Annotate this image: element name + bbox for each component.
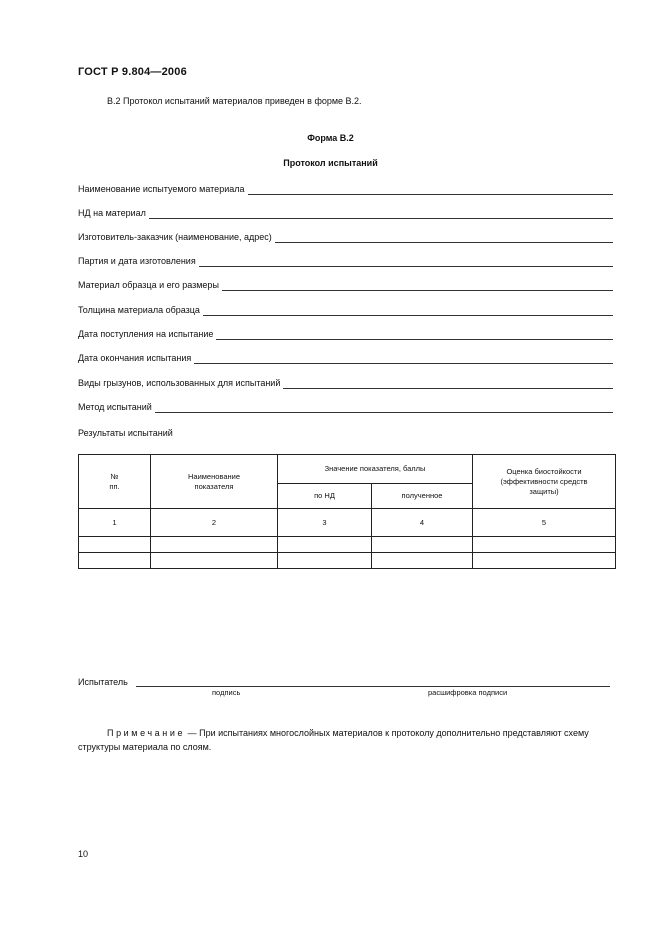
field-rodent-species[interactable] bbox=[78, 377, 613, 389]
field-batch-date[interactable] bbox=[78, 255, 613, 267]
header-cell-value-obtained: полученное bbox=[372, 484, 473, 509]
field-date-finished[interactable] bbox=[78, 352, 613, 364]
table-cell[interactable] bbox=[278, 553, 372, 569]
table-cell[interactable] bbox=[473, 537, 616, 553]
field-label: Партия и дата изготовления bbox=[78, 256, 196, 266]
field-underline bbox=[203, 306, 613, 316]
field-thickness[interactable] bbox=[78, 304, 613, 316]
field-underline bbox=[216, 330, 613, 340]
field-label: Материал образца и его размеры bbox=[78, 280, 219, 290]
table-cell[interactable] bbox=[473, 553, 616, 569]
field-label: Метод испытаний bbox=[78, 402, 152, 412]
column-number-cell: 2 bbox=[151, 509, 278, 537]
field-nd[interactable] bbox=[78, 207, 613, 219]
field-underline bbox=[283, 379, 613, 389]
table-cell[interactable] bbox=[372, 537, 473, 553]
header-cell-value-group: Значение показателя, баллы bbox=[278, 455, 473, 484]
field-label: Виды грызунов, использованных для испытаний bbox=[78, 378, 281, 388]
header-cell-indicator-name: Наименование показателя bbox=[151, 455, 278, 509]
form-title: Протокол испытаний bbox=[283, 158, 378, 168]
table-row[interactable] bbox=[79, 553, 616, 569]
table-cell[interactable] bbox=[372, 553, 473, 569]
table-cell[interactable] bbox=[79, 553, 151, 569]
field-sample-material[interactable] bbox=[78, 279, 613, 291]
results-label: Результаты испытаний bbox=[78, 428, 173, 438]
header-cell-value-nd: по НД bbox=[278, 484, 372, 509]
table-cell[interactable] bbox=[278, 537, 372, 553]
note-label: Примечание bbox=[107, 728, 186, 738]
column-number-cell: 1 bbox=[79, 509, 151, 537]
field-label: Толщина материала образца bbox=[78, 305, 200, 315]
tester-label: Испытатель bbox=[78, 677, 128, 687]
tester-signature-row bbox=[78, 677, 610, 689]
document-header: ГОСТ Р 9.804—2006 bbox=[78, 66, 187, 78]
field-underline bbox=[222, 281, 613, 291]
signature-caption: подпись bbox=[212, 688, 241, 697]
column-number-cell: 5 bbox=[473, 509, 616, 537]
field-label: Дата окончания испытания bbox=[78, 353, 192, 363]
field-underline bbox=[248, 185, 614, 195]
column-number-cell: 3 bbox=[278, 509, 372, 537]
field-date-received[interactable] bbox=[78, 328, 613, 340]
field-underline bbox=[155, 403, 613, 413]
form-caption: Форма В.2 bbox=[307, 133, 354, 143]
note-paragraph bbox=[78, 726, 615, 754]
field-label: Наименование испытуемого материала bbox=[78, 184, 245, 194]
column-number-cell: 4 bbox=[372, 509, 473, 537]
table-cell[interactable] bbox=[151, 537, 278, 553]
table-row-column-numbers bbox=[79, 509, 616, 537]
signature-decoding-line[interactable] bbox=[358, 686, 610, 687]
table-cell[interactable] bbox=[151, 553, 278, 569]
field-test-method[interactable] bbox=[78, 401, 613, 413]
table-row[interactable] bbox=[79, 537, 616, 553]
field-label: Изготовитель-заказчик (наименование, адрес) bbox=[78, 232, 272, 242]
field-underline bbox=[199, 257, 613, 267]
field-underline bbox=[149, 209, 613, 219]
field-material-name[interactable] bbox=[78, 183, 613, 195]
field-label: НД на материал bbox=[78, 208, 146, 218]
field-underline bbox=[194, 354, 613, 364]
table-cell[interactable] bbox=[79, 537, 151, 553]
results-table bbox=[78, 454, 616, 569]
intro-paragraph: В.2 Протокол испытаний материалов приведен в форме В.2. bbox=[107, 96, 362, 106]
header-cell-number: № пп. bbox=[79, 455, 151, 509]
field-underline bbox=[275, 233, 613, 243]
header-cell-evaluation: Оценка биостойкости (эффективности средств защиты) bbox=[473, 455, 616, 509]
signature-decoding-caption: расшифровка подписи bbox=[428, 688, 508, 697]
field-manufacturer[interactable] bbox=[78, 231, 613, 243]
page-number: 10 bbox=[78, 849, 89, 859]
note-text: — При испытаниях многослойных материалов к протоколу дополнительно представляют схему структуры материала по слоям. bbox=[78, 728, 589, 752]
field-label: Дата поступления на испытание bbox=[78, 329, 214, 339]
